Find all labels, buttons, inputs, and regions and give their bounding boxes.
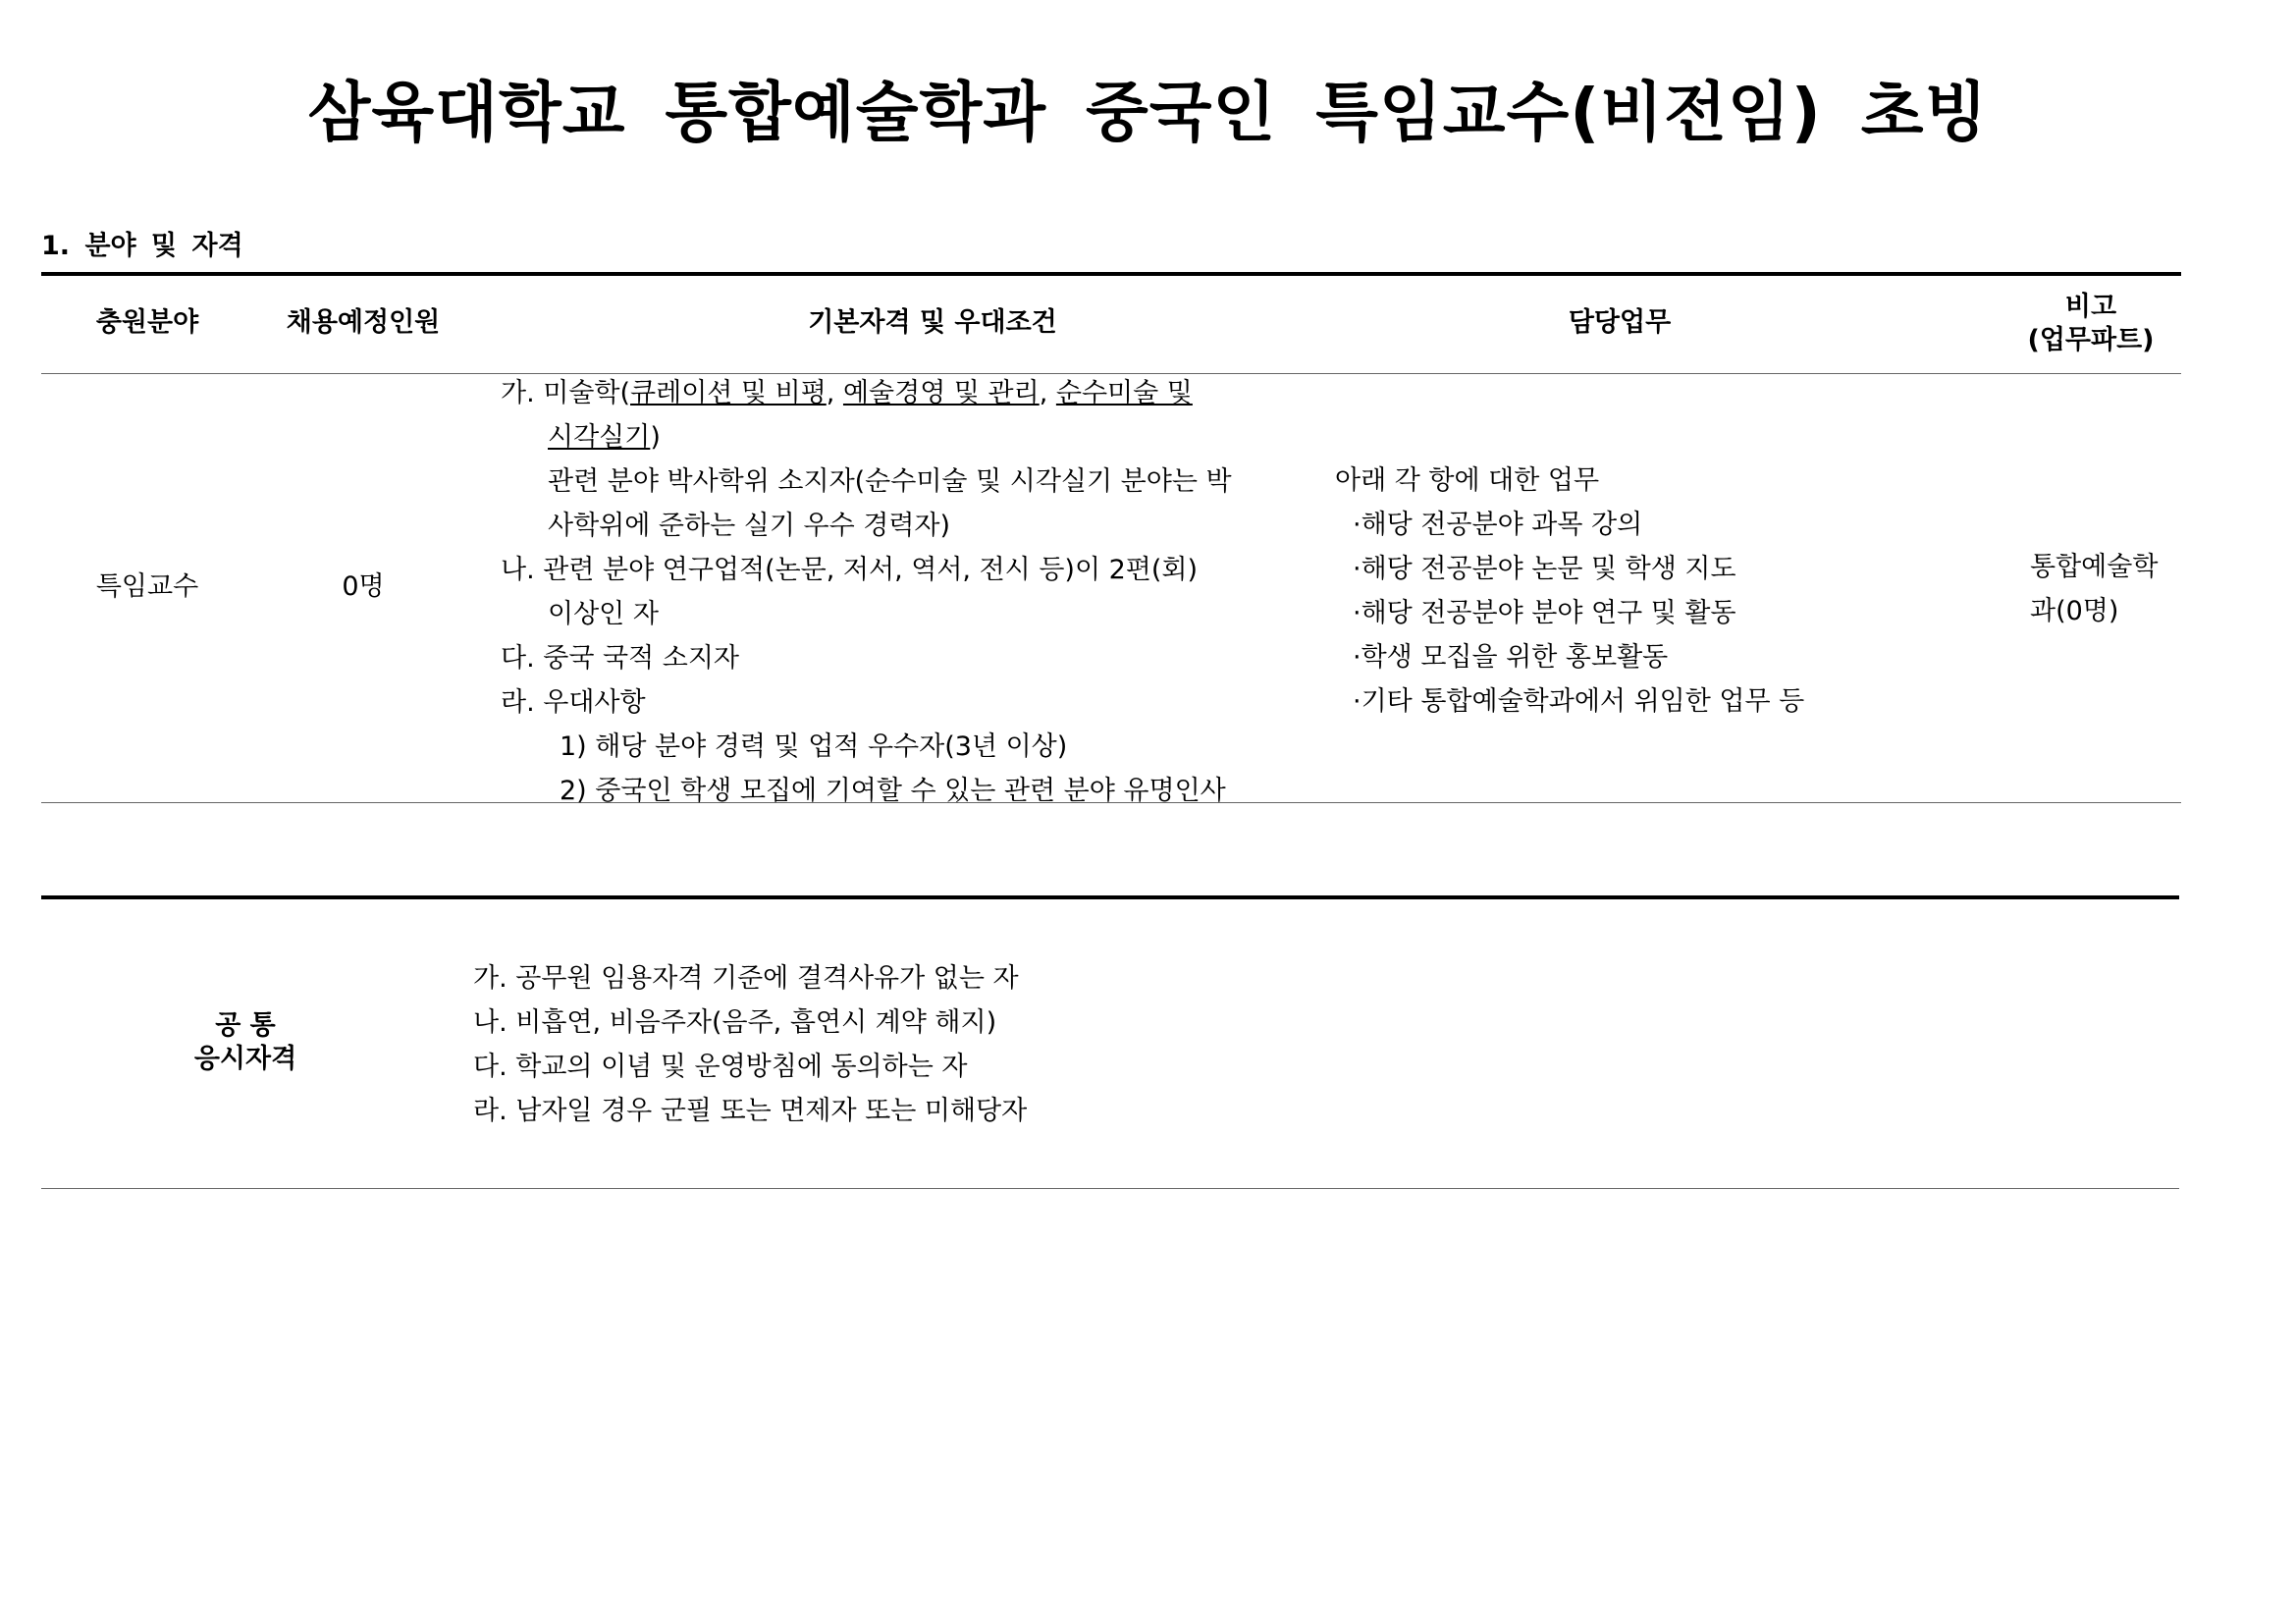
qual-line-1: 가. 미술학(큐레이션 및 비평, 예술경영 및 관리, 순수미술 및 [501,378,1193,408]
page-title: 삼육대학교 통합예술학과 중국인 특임교수(비전임) 초빙 [307,75,1989,150]
qual-line-8: 라. 우대사항 [501,687,646,718]
duty-item: ·해당 전공분야 논문 및 학생 지도 [1353,554,1736,584]
qual-line-7: 다. 중국 국적 소지자 [501,643,739,674]
qual-line-4: 사학위에 준하는 실기 우수 경력자) [548,511,951,541]
remarks-line-1: 통합예술학 [2030,552,2159,582]
table-top-border [41,272,2181,276]
duties-list [1335,459,1804,724]
qual-line-6: 이상인 자 [548,599,659,629]
duties-intro: 아래 각 항에 대한 업무 [1335,465,1600,496]
qual-line-3: 관련 분야 박사학위 소지자(순수미술 및 시각실기 분야는 박 [548,466,1232,497]
row-remarks [2030,545,2158,633]
duty-item: ·해당 전공분야 분야 연구 및 활동 [1353,598,1736,628]
common-list [473,956,1027,1133]
header-remarks-line1: 비고 [2064,292,2117,322]
common-label-line2: 응시자격 [193,1044,297,1074]
row-count: 0명 [342,571,385,602]
duty-item: ·기타 통합예술학과에서 위임한 업무 등 [1353,686,1805,717]
common-label-line1: 공 통 [215,1010,276,1041]
header-count: 채용예정인원 [286,307,441,338]
common-item: 라. 남자일 경우 군필 또는 면제자 또는 미해당자 [473,1096,1028,1126]
header-remarks-line2: (업무파트) [2027,325,2155,355]
duty-item: ·해당 전공분야 과목 강의 [1353,510,1643,540]
duty-item: ·학생 모집을 위한 홍보활동 [1353,642,1669,673]
remarks-line-2: 과(0명) [2030,596,2119,626]
qual-line-10: 2) 중국인 학생 모집에 기여할 수 있는 관련 분야 유명인사 [560,776,1226,806]
qual-line-9: 1) 해당 분야 경력 및 업적 우수자(3년 이상) [560,731,1068,762]
common-bottom-border [41,1188,2179,1189]
qual-line-5: 나. 관련 분야 연구업적(논문, 저서, 역서, 전시 등)이 2편(회) [501,555,1199,585]
header-remarks [1993,291,2189,357]
common-top-border [41,895,2179,899]
header-qualifications: 기본자격 및 우대조건 [808,307,1057,338]
section-heading: 1. 분야 및 자격 [41,231,243,261]
common-label [147,1009,344,1076]
common-item: 다. 학교의 이념 및 운영방침에 동의하는 자 [473,1052,968,1082]
common-item: 가. 공무원 임용자격 기준에 결격사유가 없는 자 [473,963,1019,994]
header-duties: 담당업무 [1568,307,1672,338]
qualifications-list [501,371,1232,813]
header-field: 충원분야 [95,307,199,338]
common-item: 나. 비흡연, 비음주자(음주, 흡연시 계약 해지) [473,1007,997,1038]
qual-line-2: 시각실기) [548,422,661,453]
row-field: 특임교수 [95,571,199,602]
